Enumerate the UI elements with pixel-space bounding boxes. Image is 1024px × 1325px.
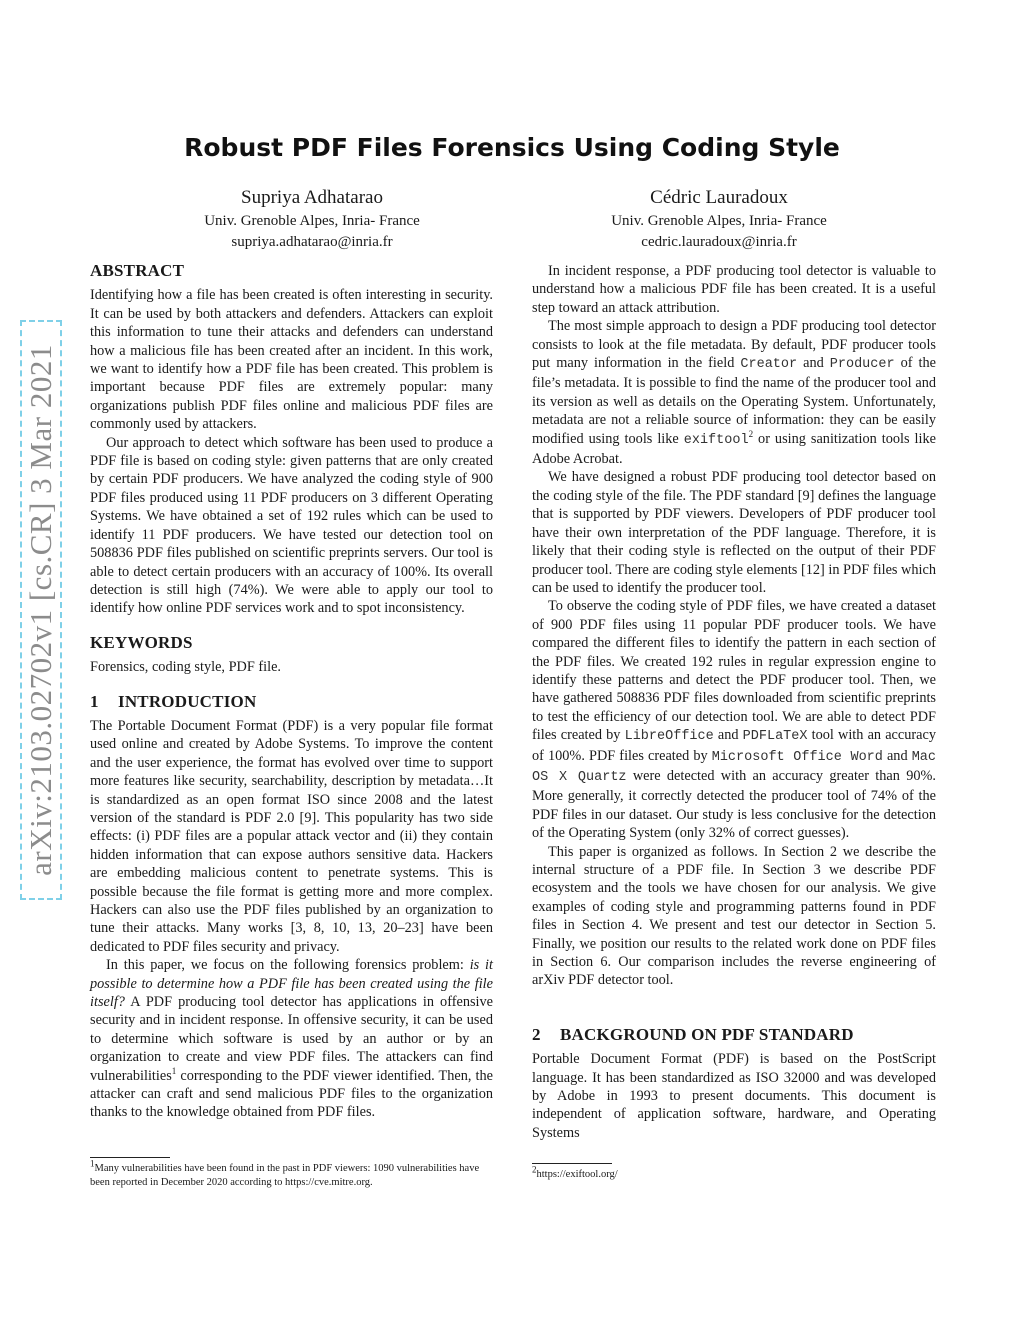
section-heading-introduction	[90, 693, 493, 711]
text-run: and	[797, 355, 830, 372]
text-run: or using sanitization tools like Adobe Acrobat.	[532, 430, 936, 468]
section-title: INTRODUCTION	[118, 691, 257, 711]
text-run: To observe the coding style of PDF files, we have created a dataset of 900 PDF files using 11 popular PDF producer tools. We have compared the different files to identify the pattern in each section of the PDF files. We created 192 rules in regular expression engine to identify these patterns and detect the PDF producer tool. Then, we have gathered 508836 PDF files downloaded from scientific preprints to test the efficiency of our detection tool. We are able to detect PDF files created by	[532, 598, 936, 744]
left-column	[90, 262, 493, 1122]
text-run: and	[882, 747, 912, 764]
text-run: and	[713, 727, 743, 744]
code-quartz: Mac OS X Quartz	[532, 749, 936, 785]
body-paragraph: In incident response, a PDF producing tool detector is valuable to understand how a malicious PDF file has been created. It is a useful step toward an attack attribution.	[532, 263, 936, 316]
text-run: tool with an accuracy of 100%. PDF files created by	[532, 727, 936, 764]
footnote-rule	[532, 1163, 612, 1164]
research-question: is it possible to determine how a PDF file has been created using the file itself?	[90, 957, 493, 1011]
code-libreoffice: LibreOffice	[624, 729, 714, 745]
paper-title: Robust PDF Files Forensics Using Coding Style	[184, 133, 840, 162]
author-block-1	[162, 185, 462, 253]
footnote-marker: 1	[171, 1065, 177, 1076]
code-producer: Producer	[829, 357, 895, 373]
author-affiliation: Univ. Grenoble Alpes, Inria- France	[204, 213, 420, 229]
background-paragraph: Portable Document Format (PDF) is based on the PostScript language. It has been standardized as ISO 32000 and was developed by Adobe in 1993 to present documents. This document is independent of application software, hardware, and Operating Systems	[532, 1051, 936, 1141]
footnote-2	[532, 1163, 936, 1182]
right-column	[532, 262, 936, 1142]
text-run: were detected with an accuracy greater than 90%. More generally, it correctly detected the producer tool of 74% of the PDF files in our dataset. Our study is less conclusive for the detection of the Operating System (only 32% of correct guesses).	[532, 767, 936, 842]
text-run: The most simple approach to design a PDF producing tool detector consists to look at the file metadata. By default, PDF producer tools put many information in the field	[532, 318, 936, 372]
footnote-rule	[90, 1157, 170, 1158]
section-number: 2	[532, 1024, 541, 1044]
code-word: Microsoft Office Word	[711, 749, 883, 765]
section-number: 1	[90, 691, 99, 711]
author-name: Supriya Adhatarao	[241, 187, 383, 208]
author-block-2	[569, 185, 869, 253]
footnote-number: 1	[90, 1158, 95, 1169]
body-paragraph	[532, 317, 936, 468]
author-email: cedric.lauradoux@inria.fr	[641, 234, 797, 250]
arxiv-id: arXiv:2103.02702v1 [cs.CR] 3 Mar 2021	[23, 344, 58, 876]
code-creator: Creator	[740, 357, 798, 373]
intro-paragraph	[90, 956, 493, 1122]
author-affiliation: Univ. Grenoble Alpes, Inria- France	[611, 213, 827, 229]
body-paragraph: This paper is organized as follows. In Section 2 we describe the internal structure of a PDF file. In Section 3 we describe PDF ecosystem and the tools we have chosen for our analysis. We give examples of coding style and programming patterns found in PDF files in Section 4. We present and test our detector in Section 5. Finally, we position our results to the related work done on PDF files in Section 6. Our comparison includes the reverse engineering of arXiv PDF detector tool.	[532, 843, 936, 989]
author-name: Cédric Lauradoux	[650, 187, 788, 208]
intro-paragraph: The Portable Document Format (PDF) is a very popular file format used online and created by Adobe Systems. To improve the content and the user experience, the format has evolved over time to support more features like security, searchability, description by metadata…It is standardized as an open format ISO since 2008 and the latest version of the standard is PDF 2.0 [9]. This popularity has two side effects: (i) PDF files are a popular attack vector and (ii) they contain hidden information that can expose authors sensitive data. Hackers are embedding malicious content to penetrate systems. This is possible because the file format is getting more and more complex. Hackers can also use the PDF files published by an organization to tune their attacks. Many works [3, 8, 10, 13, 20–23] have been dedicated to PDF files security and privacy.	[90, 717, 493, 955]
abstract-paragraph: Identifying how a file has been created is often interesting in security. It can be used by both attackers and defenders. Attackers can exploit this information to tune their attacks and defenders can understand how a malicious file has been created after an incident. In this work, we want to identify how a PDF file has been created. This problem is important because PDF files are extremely popular: many organizations publish PDF files online and malicious PDF files are commonly used by attackers.	[90, 287, 493, 433]
keywords-heading: KEYWORDS	[90, 632, 193, 652]
text-run: of the file’s metadata. It is possible to find the name of the producer tool and its version as well as details on the Operating System. Unfortunately, metadata are not a reliable source of information: they can be easily modified using tools like	[532, 355, 936, 447]
section-heading-background	[532, 1026, 936, 1044]
author-email: supriya.adhatarao@inria.fr	[231, 234, 393, 250]
footnote-marker: 2	[748, 428, 754, 439]
text-run: In this paper, we focus on the following forensics problem:	[106, 957, 470, 974]
code-exiftool: exiftool	[683, 432, 749, 448]
code-pdflatex: PDFLaTeX	[742, 729, 808, 745]
footnote-number: 2	[532, 1164, 537, 1175]
abstract-paragraph: Our approach to detect which software has been used to produce a PDF file is based on coding style: given patterns that are only created by certain PDF producers. We have analyzed the coding style of 900 PDF files produced using 11 PDF producers on 3 different Operating Systems. We have obtained a set of 192 rules which can be used to identify 11 PDF producers. We have tested our detection tool on 508836 PDF files published on scientific preprints servers. Our tool is able to detect certain producers with an accuracy of 100%. Its overall detection is still high (74%). We were able to apply our tool to identify how online PDF services work and to spot inconsistency.	[90, 434, 493, 617]
abstract-heading: ABSTRACT	[90, 261, 185, 280]
section-title: BACKGROUND ON PDF STANDARD	[560, 1024, 854, 1044]
body-paragraph	[532, 597, 936, 842]
text-run: A PDF producing tool detector has applications in offensive security and in incident response. In offensive security, it can be used to determine which software is used by an author or by an organization to create and view PDF files. The attackers can find vulnerabilities	[90, 994, 493, 1084]
arxiv-stamp	[20, 320, 62, 900]
text-run: corresponding to the PDF viewer identified. Then, the attacker can craft and send malicious PDF files to the organization thanks to the knowledge obtained from PDF files.	[90, 1067, 493, 1121]
footnote-1	[90, 1157, 493, 1190]
body-paragraph: We have designed a robust PDF producing tool detector based on the coding style of the file. The PDF standard [9] defines the language that is supported by PDF viewers. Developers of PDF producer tool have their own interpretation of the PDF language. Therefore, it is likely that their coding style is reflected on the output of their PDF producer tool. There are coding style elements [12] in PDF files which can be used to identify the producer tool.	[532, 469, 936, 596]
footnote-text: https://exiftool.org/	[536, 1169, 618, 1180]
footnote-text: Many vulnerabilities have been found in the past in PDF viewers: 1090 vulnerabilities have been reported in December 2020 according to https://cve.mitre.org.	[90, 1163, 480, 1188]
keywords-text: Forensics, coding style, PDF file.	[90, 659, 282, 676]
